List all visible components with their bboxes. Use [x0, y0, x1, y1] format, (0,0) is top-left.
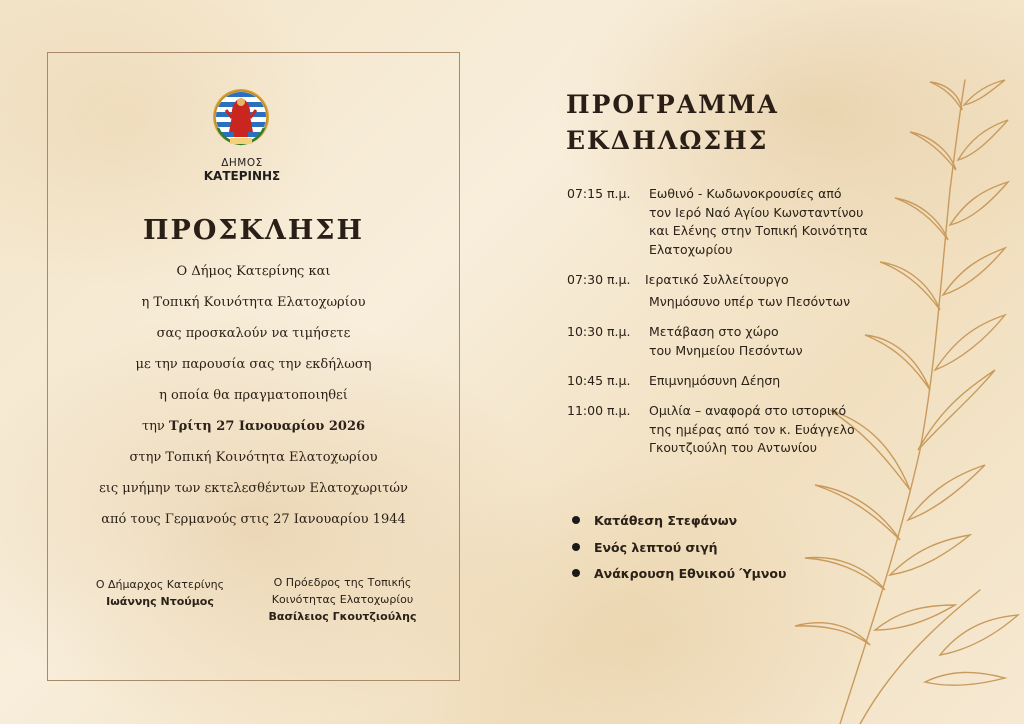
date-prefix: την — [141, 419, 169, 434]
schedule-desc-line: Γκουτζιούλη του Αντωνίου — [649, 440, 817, 455]
schedule-desc-line: Επιμνημόσυνη Δέηση — [649, 373, 781, 388]
schedule-desc-line: της ημέρας από τον κ. Ευάγγελο — [649, 421, 855, 437]
president-signature — [250, 574, 435, 625]
mayor-signature — [75, 576, 245, 610]
invitation-line: σας προσκαλούν να τιμήσετε — [156, 326, 351, 341]
schedule-time: 07:30 π.μ. — [567, 272, 631, 287]
schedule-time: 07:15 π.μ. — [567, 186, 631, 201]
municipality-seal-logo — [210, 88, 272, 148]
schedule-desc-line: Ελατοχωρίου — [649, 241, 733, 257]
schedule-desc-line: του Μνημείου Πεσόντων — [649, 342, 803, 358]
bullet-dot-icon — [572, 569, 580, 577]
invitation-line: η Τοπική Κοινότητα Ελατοχωρίου — [141, 295, 366, 310]
program-title-line: ΕΚΔΗΛΩΣΗΣ — [566, 126, 769, 155]
invitation-line: στην Τοπική Κοινότητα Ελατοχωρίου — [129, 450, 378, 465]
schedule-desc — [649, 372, 929, 391]
schedule-desc-line: και Ελένης στην Τοπική Κοινότητα — [649, 223, 868, 238]
signature-role: Ο Δήμαρχος Κατερίνης — [95, 578, 225, 591]
schedule-time: 10:30 π.μ. — [567, 324, 631, 339]
bullet-text: Ανάκρουση Εθνικού Ύμνου — [594, 566, 787, 581]
signature-name: Βασίλειος Γκουτζιούλης — [268, 610, 417, 623]
bullet-text: Κατάθεση Στεφάνων — [594, 513, 738, 528]
event-date: Τρίτη 27 Ιανουαρίου 2026 — [168, 419, 366, 434]
invitation-line: από τους Γερμανούς στις 27 Ιανουαρίου 1944 — [101, 512, 406, 527]
invitation-line: εις μνήμην των εκτελεσθέντων Ελατοχωριτών — [99, 481, 408, 496]
invitation-line: με την παρουσία σας την εκδήλωση — [135, 357, 372, 372]
schedule-desc-line: Μετάβαση στο χώρο — [649, 324, 779, 339]
schedule-desc-line: τον Ιερό Ναό Αγίου Κωνσταντίνου — [649, 204, 864, 220]
bullet-dot-icon — [572, 516, 580, 524]
invitation-title: ΠΡΟΣΚΛΗΣΗ — [143, 215, 364, 246]
invitation-line: Ο Δήμος Κατερίνης και — [176, 264, 331, 279]
invitation-line: η οποία θα πραγματοποιηθεί — [159, 388, 348, 403]
bullet-text: Ενός λεπτού σιγή — [594, 539, 718, 555]
schedule-desc-line: Ομιλία – αναφορά στο ιστορικό — [649, 403, 847, 418]
logo-text-dimos: ΔΗΜΟΣ — [221, 157, 263, 169]
golden-olive-branch-decoration — [790, 70, 1024, 724]
invitation-text — [47, 263, 460, 542]
program-title-line: ΠΡΟΓΡΑΜΜΑ — [566, 90, 779, 119]
bullet-dot-icon — [572, 543, 580, 551]
signature-role: Κοινότητας Ελατοχωρίου — [271, 593, 414, 606]
signature-role: Ο Πρόεδρος της Τοπικής — [273, 576, 412, 589]
schedule-desc-line: Εωθινό - Κωδωνοκρουσίες από — [649, 186, 842, 201]
schedule-desc-line: Ιερατικό Συλλείτουργο — [645, 272, 789, 287]
schedule-time: 11:00 π.μ. — [567, 403, 631, 418]
schedule-desc — [645, 271, 925, 311]
logo-text-katerinis: ΚΑΤΕΡΙΝΗΣ — [203, 169, 281, 183]
schedule-desc — [649, 402, 929, 458]
schedule-time: 10:45 π.μ. — [567, 373, 631, 388]
schedule-desc — [649, 185, 929, 259]
schedule-desc — [649, 323, 929, 360]
invitation-date-line — [47, 418, 460, 449]
program-title — [566, 87, 866, 159]
signature-name: Ιωάννης Ντούμος — [106, 595, 214, 608]
schedule-desc-line: Μνημόσυνο υπέρ των Πεσόντων — [649, 293, 851, 309]
